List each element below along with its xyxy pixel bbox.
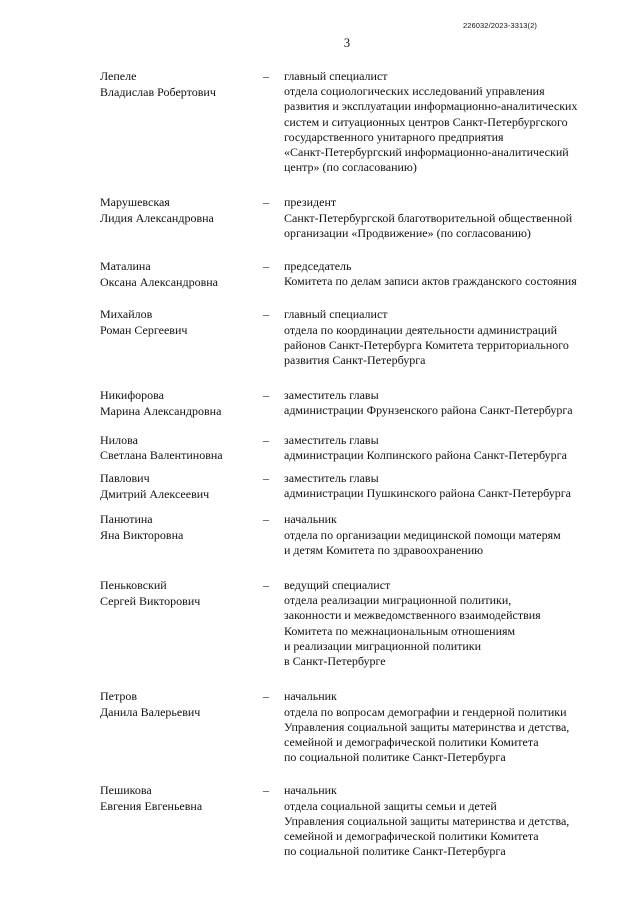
member-name [100, 578, 265, 609]
member-entry [0, 195, 640, 241]
member-given-names: Яна Викторовна [100, 527, 184, 542]
position-line: главный специалист [284, 69, 388, 83]
member-surname: Марушевская [100, 195, 170, 210]
member-entry [0, 307, 640, 368]
dash-separator: – [263, 259, 269, 274]
position-line: центр» (по согласованию) [284, 160, 417, 175]
position-line: и детям Комитета по здравоохранению [284, 542, 484, 557]
dash-separator: – [263, 512, 269, 527]
member-name [100, 307, 265, 338]
member-position [284, 195, 614, 241]
member-surname: Панютина [100, 512, 153, 527]
member-name [100, 433, 265, 464]
position-line: Санкт-Петербургской благотворительной общественной [284, 210, 573, 225]
member-name [100, 689, 265, 720]
dash-separator: – [263, 471, 269, 486]
member-surname: Михайлов [100, 307, 153, 322]
member-name [100, 512, 265, 543]
dash-separator: – [263, 432, 269, 447]
member-position [284, 307, 614, 368]
position-line: председатель [284, 259, 352, 274]
member-given-names: Владислав Робертович [100, 84, 216, 99]
position-line: систем и ситуационных центров Санкт-Петербургского [284, 114, 568, 129]
dash-separator: – [263, 307, 269, 322]
member-name [100, 259, 265, 290]
member-surname: Никифорова [100, 388, 164, 403]
member-given-names: Данила Валерьевич [100, 704, 201, 719]
position-line: администрации Колпинского района Санкт-Петербурга [284, 447, 567, 462]
position-line: заместитель главы [284, 388, 379, 403]
member-given-names: Марина Александровна [100, 403, 222, 418]
member-name [100, 783, 265, 814]
position-line: развития Санкт-Петербурга [284, 353, 426, 368]
dash-separator: – [263, 783, 269, 798]
position-line: в Санкт-Петербурге [284, 654, 386, 669]
position-line: отдела реализации миграционной политики, [284, 593, 512, 608]
position-line: администрации Пушкинского района Санкт-Петербурга [284, 486, 571, 501]
member-surname: Павлович [100, 471, 150, 486]
member-position [284, 433, 614, 463]
position-line: главный специалист [284, 307, 388, 322]
member-entry [0, 471, 640, 501]
dash-separator: – [263, 69, 269, 83]
dash-separator: – [263, 195, 269, 210]
member-position [284, 471, 614, 501]
position-line: президент [284, 195, 337, 210]
position-line: по социальной политике Санкт-Петербурга [284, 844, 506, 859]
member-surname: Пеньковский [100, 578, 167, 593]
position-line: Комитета по межнациональным отношениям [284, 623, 516, 638]
dash-separator: – [263, 578, 269, 593]
member-given-names: Светлана Валентиновна [100, 448, 223, 463]
member-position [284, 578, 614, 669]
member-entry [0, 689, 640, 765]
position-line: семейной и демографической политики Комитета [284, 828, 539, 843]
position-line: отдела социологических исследований управления [284, 84, 545, 99]
position-line: законности и межведомственного взаимодействия [284, 608, 541, 623]
member-name [100, 471, 265, 502]
position-line: ведущий специалист [284, 578, 391, 593]
member-entry [0, 578, 640, 669]
position-line: начальник [284, 689, 337, 704]
member-position [284, 689, 614, 765]
document-registration-number: 226032/2023-3313(2) [462, 21, 537, 30]
member-surname: Нилова [100, 432, 138, 447]
position-line: «Санкт-Петербургский информационно-аналитический [284, 145, 569, 160]
position-line: отдела по организации медицинской помощи матерям [284, 527, 561, 542]
member-surname: Пешикова [100, 783, 152, 798]
member-given-names: Сергей Викторович [100, 593, 201, 608]
member-given-names: Дмитрий Алексеевич [100, 486, 210, 501]
member-position [284, 259, 614, 289]
member-entry [0, 783, 640, 859]
dash-separator: – [263, 689, 269, 704]
position-line: Управления социальной защиты материнства и детства, [284, 813, 570, 828]
position-line: начальник [284, 783, 337, 798]
position-line: и реализации миграционной политики [284, 638, 482, 653]
member-surname: Лепеле [100, 69, 137, 83]
member-given-names: Евгения Евгеньевна [100, 798, 203, 813]
position-line: заместитель главы [284, 432, 379, 447]
page-number: 3 [343, 36, 351, 50]
member-name [100, 69, 265, 100]
member-entry [0, 433, 640, 463]
position-line: семейной и демографической политики Комитета [284, 734, 539, 749]
member-entry [0, 388, 640, 418]
position-line: Управления социальной защиты материнства и детства, [284, 719, 570, 734]
position-line: отдела социальной защиты семьи и детей [284, 798, 497, 813]
position-line: администрации Фрунзенского района Санкт-Петербурга [284, 403, 573, 418]
member-position [284, 388, 614, 418]
position-line: отдела по вопросам демографии и гендерной политики [284, 704, 567, 719]
member-entry [0, 512, 640, 558]
member-name [100, 195, 265, 226]
position-line: районов Санкт-Петербурга Комитета территориального [284, 337, 569, 352]
member-surname: Петров [100, 689, 138, 704]
member-entry [0, 69, 640, 175]
member-surname: Маталина [100, 259, 151, 274]
member-position [284, 783, 614, 859]
position-line: по социальной политике Санкт-Петербурга [284, 750, 506, 765]
dash-separator: – [263, 388, 269, 403]
position-line: Комитета по делам записи актов гражданского состояния [284, 274, 577, 289]
member-given-names: Роман Сергеевич [100, 322, 188, 337]
members-list [0, 69, 640, 875]
member-entry [0, 259, 640, 289]
position-line: государственного унитарного предприятия [284, 129, 504, 144]
position-line: отдела по координации деятельности администраций [284, 322, 557, 337]
member-position [284, 512, 614, 558]
position-line: организации «Продвижение» (по согласованию) [284, 225, 531, 240]
member-given-names: Лидия Александровна [100, 210, 214, 225]
position-line: развития и эксплуатации информационно-аналитических [284, 99, 578, 114]
member-given-names: Оксана Александровна [100, 274, 218, 289]
member-name [100, 388, 265, 419]
member-position [284, 69, 614, 175]
position-line: заместитель главы [284, 471, 379, 486]
position-line: начальник [284, 512, 337, 527]
